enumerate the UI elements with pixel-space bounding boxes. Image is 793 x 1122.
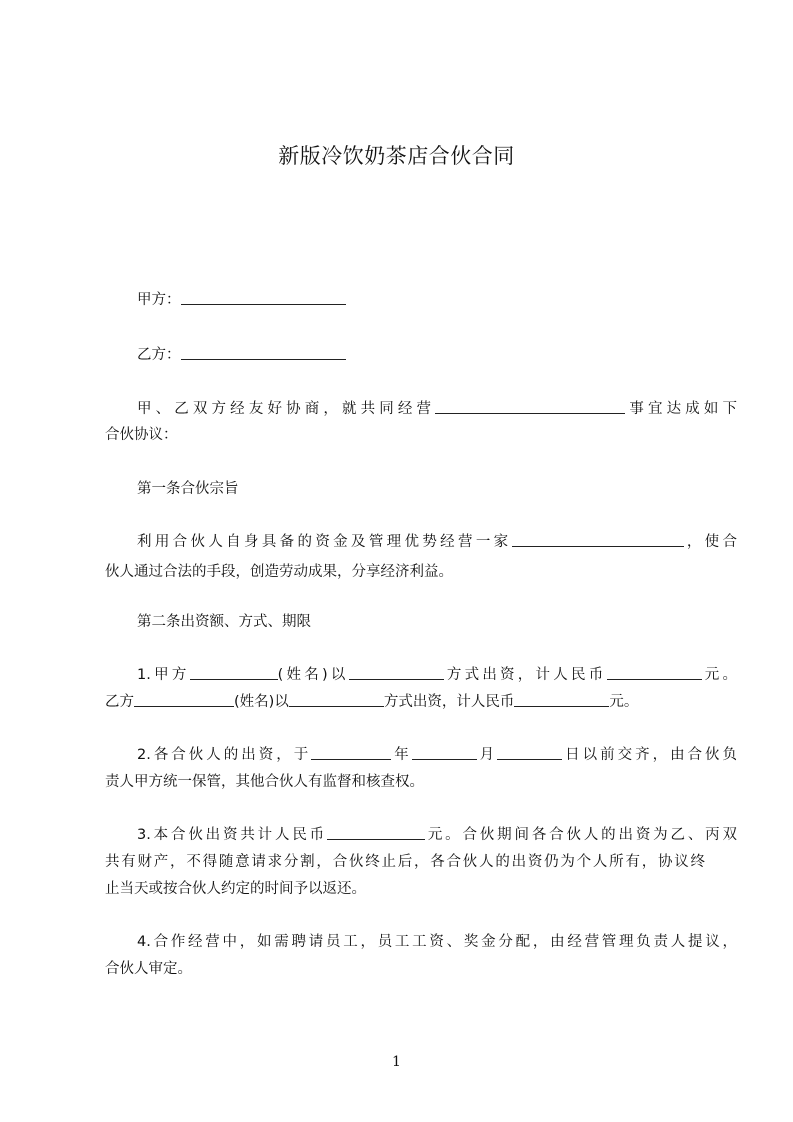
party-a-blank <box>181 289 346 305</box>
year-blank <box>311 744 391 760</box>
party-b-name-blank <box>134 691 234 707</box>
item-2-year: 年 <box>391 747 412 763</box>
month-blank <box>412 744 477 760</box>
item-2-prefix: 2.各合伙人的出资，于 <box>137 747 312 763</box>
item-3-line-2: 共有财产，不得随意请求分割，合伙终止后，各合伙人的出资仍为个人所有，协议终 <box>105 854 705 870</box>
article-1-text-after: ，使合 <box>683 534 737 550</box>
article-1-text-before: 利用合伙人自身具备的资金及管理优势经营一家 <box>137 534 512 550</box>
document-title: 新版冷饮奶茶店合伙合同 <box>278 144 515 168</box>
item-2-line-2: 责人甲方统一保管，其他合伙人有监督和核查权。 <box>105 774 424 790</box>
party-b-line <box>105 340 737 370</box>
item-1-method-b: 方式出资，计人民币 <box>383 694 515 710</box>
item-1-name-hint-a: (姓名)以 <box>277 667 349 683</box>
party-a-method-blank <box>349 664 444 680</box>
item-1-unit-a: 元。 <box>701 667 737 683</box>
party-a-amount-blank <box>607 664 702 680</box>
item-1-party-b: 乙方 <box>105 694 134 710</box>
item-4-line-1: 4.合作经营中，如需聘请员工，员工工资、奖金分配，由经营管理负责人提议， <box>137 934 737 950</box>
intro-text-before: 甲、乙双方经友好协商，就共同经营 <box>137 401 436 417</box>
item-2-day-rest: 日以前交齐，由合伙负 <box>562 747 738 763</box>
shop-blank <box>512 531 684 547</box>
item-1-name-hint-b: (姓名)以 <box>234 694 289 710</box>
item-3-text-before: 3.本合伙出资共计人民币 <box>137 827 327 843</box>
article-1-heading: 第一条合伙宗旨 <box>137 481 239 497</box>
party-a-label: 甲方： <box>137 292 181 308</box>
intro-text-after: 事宜达成如下 <box>625 401 738 417</box>
item-4-line-2: 合伙人审定。 <box>105 961 192 977</box>
page-number: 1 <box>392 1054 401 1070</box>
intro-line-2: 合伙协议： <box>105 427 178 443</box>
party-a-name-blank <box>190 664 278 680</box>
article-1-line-2: 伙人通过合法的手段，创造劳动成果，分享经济利益。 <box>105 564 453 580</box>
party-b-label: 乙方： <box>137 347 181 363</box>
item-3-text-after: 元。合伙期间各合伙人的出资为乙、丙双 <box>425 827 737 843</box>
party-b-blank <box>181 344 346 360</box>
item-1-line-1 <box>105 660 737 690</box>
item-2-line-1 <box>105 740 737 770</box>
item-1-line-2 <box>105 687 705 717</box>
party-b-method-blank <box>289 691 384 707</box>
item-1-method-a: 方式出资，计人民币 <box>443 667 607 683</box>
item-1-party-a: 1.甲方 <box>137 667 190 683</box>
business-blank <box>435 398 625 414</box>
day-blank <box>497 744 562 760</box>
total-amount-blank <box>327 824 425 840</box>
item-1-unit-b: 元。 <box>609 694 639 710</box>
item-3-line-3: 止当天或按合伙人约定的时间予以返还。 <box>105 881 366 897</box>
party-a-line <box>105 285 737 315</box>
article-2-heading: 第二条出资额、方式、期限 <box>137 614 311 630</box>
item-2-month: 月 <box>476 747 498 763</box>
article-1-line-1 <box>105 527 737 557</box>
party-b-amount-blank <box>514 691 609 707</box>
item-3-line-1 <box>105 820 737 850</box>
